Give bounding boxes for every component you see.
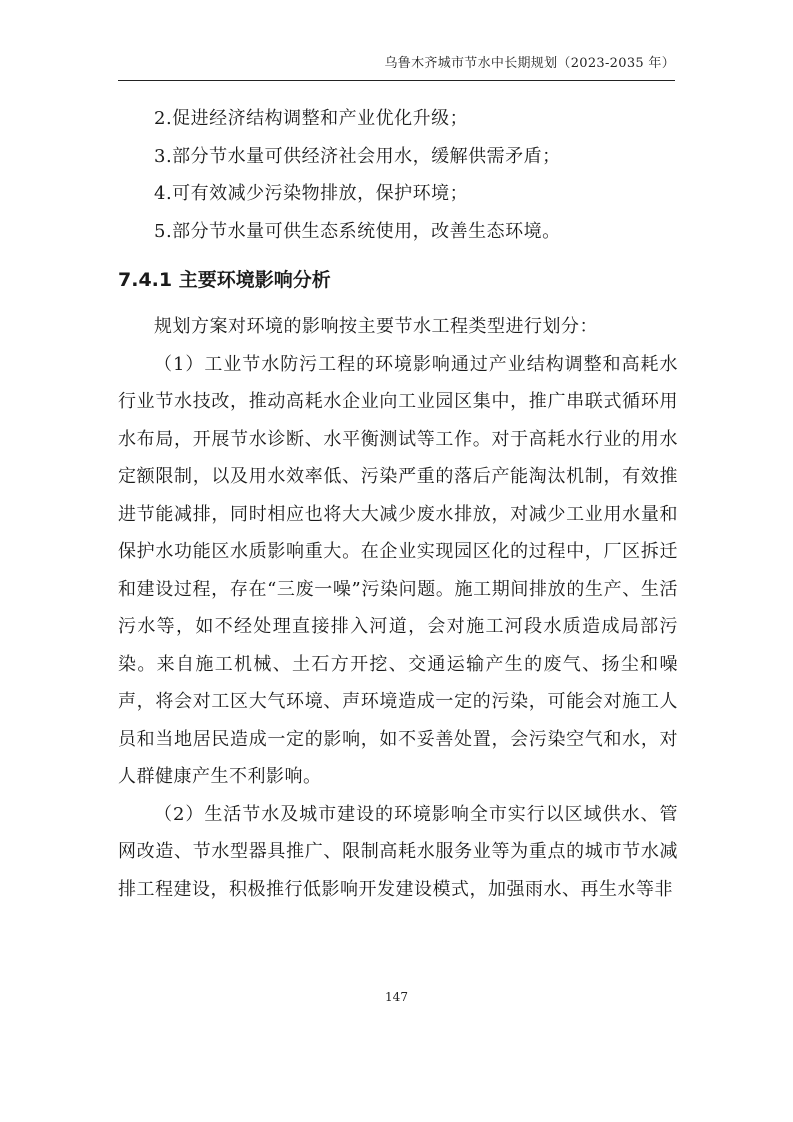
header-title: 乌鲁木齐城市节水中长期规划（2023-2035 年）	[384, 56, 675, 71]
paragraph-domestic: （2）生活节水及城市建设的环境影响全市实行以区域供水、管网改造、节水型器具推广、限制高耗水服务业等为重点的城市节水减排工程建设，积极推行低影响开发建设模式，加强雨水、再生水等非	[118, 803, 678, 900]
list-item: 2.促进经济结构调整和产业优化升级；	[154, 108, 469, 129]
list-item: 4.可有效减少污染物排放，保护环境；	[154, 183, 469, 204]
page-header	[118, 48, 675, 81]
paragraph-industrial: （1）工业节水防污工程的环境影响通过产业结构调整和高耗水行业节水技改，推动高耗水企业向工业园区集中，推广串联式循环用水布局，开展节水诊断、水平衡测试等工作。对于高耗水行业的用水定额限制，以及用水效率低、污染严重的落后产能淘汰机制，有效推进节能减排，同时相应也将大大减少废水排放，对减少工业用水量和保护水功能区水质影响重大。在企业实现园区化的过程中，厂区拆迁和建设过程，存在“三废一噪”污染问题。施工期间排放的生产、生活污水等，如不经处理直接排入河道，会对施工河段水质造成局部污染。来自施工机械、土石方开挖、交通运输产生的废气、扬尘和噪声，将会对工区大气环境、声环境造成一定的污染，可能会对施工人员和当地居民造成一定的影响，如不妥善处置，会污染空气和水，对人群健康产生不利影响。	[118, 353, 678, 787]
intro-paragraph: 规划方案对环境的影响按主要节水工程类型进行划分：	[154, 316, 598, 337]
list-item: 3.部分节水量可供经济社会用水，缓解供需矛盾；	[154, 145, 561, 167]
list-item: 5.部分节水量可供生态系统使用，改善生态环境。	[154, 220, 561, 242]
page-number: 147	[385, 990, 408, 1004]
page-body	[118, 100, 678, 908]
section-heading: 7.4.1 主要环境影响分析	[118, 269, 331, 291]
